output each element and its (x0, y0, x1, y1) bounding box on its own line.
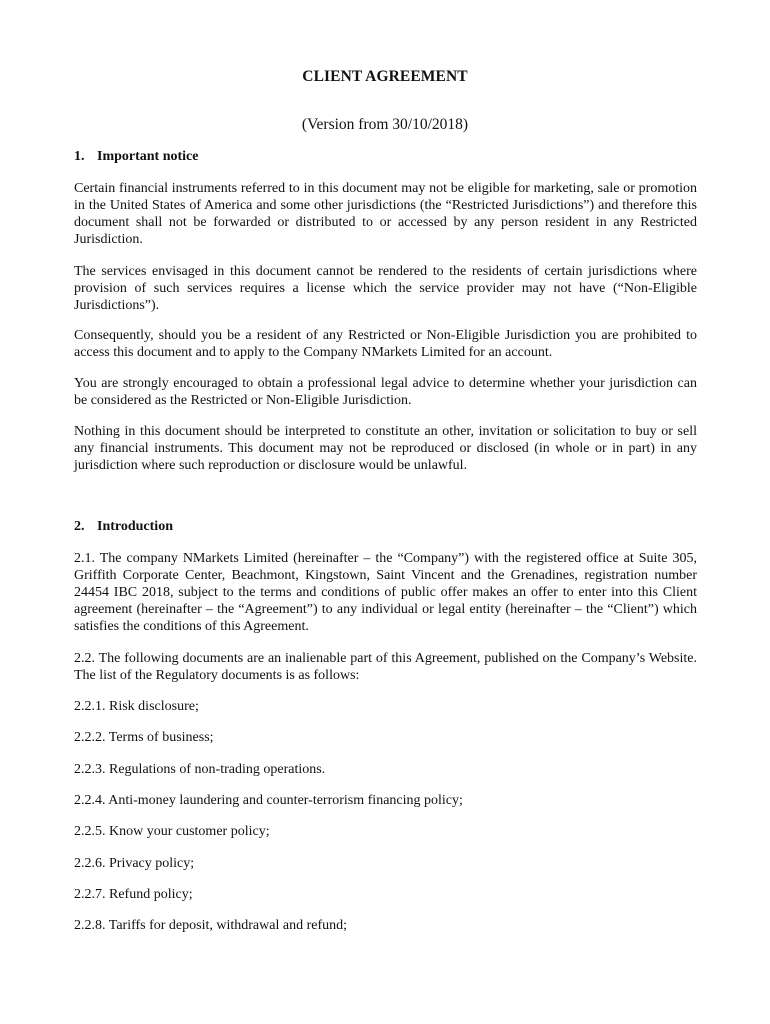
list-item: 2.2.5. Know your customer policy; (74, 824, 270, 839)
section-2-paragraph: 2.2. The following documents are an inalienable part of this Agreement, published on the Company’s Website. The list of the Regulatory documents is as follows: (74, 651, 697, 683)
section-1-paragraph: Consequently, should you be a resident of any Restricted or Non-Eligible Jurisdiction you are prohibited to access this document and to apply to the Company NMarkets Limited for an account. (74, 328, 697, 360)
list-item: 2.2.4. Anti-money laundering and counter-terrorism financing policy; (74, 793, 463, 808)
section-1-paragraph: Nothing in this document should be interpreted to constitute an other, invitation or solicitation to buy or sell any financial instruments. This document may not be reproduced or disclosed (in whole or in part) in any jurisdiction where such reproduction or disclosure would be unlawful. (74, 424, 697, 473)
document-title: CLIENT AGREEMENT (302, 68, 468, 85)
list-item: 2.2.7. Refund policy; (74, 887, 193, 902)
list-item: 2.2.1. Risk disclosure; (74, 699, 199, 714)
section-2-title: Introduction (97, 519, 173, 534)
section-2-heading (74, 519, 173, 535)
list-item: 2.2.6. Privacy policy; (74, 856, 195, 871)
list-item: 2.2.3. Regulations of non-trading operations. (74, 762, 326, 777)
section-1-paragraph: The services envisaged in this document cannot be rendered to the residents of certain jurisdictions where provision of such services requires a license which the service provider may not have (“Non-Eligible Jurisdictions”). (74, 264, 697, 313)
section-1-number: 1. (74, 149, 85, 164)
section-1-paragraph: You are strongly encouraged to obtain a professional legal advice to determine whether your jurisdiction can be considered as the Restricted or Non-Eligible Jurisdiction. (74, 376, 697, 408)
section-2-paragraph: 2.1. The company NMarkets Limited (hereinafter – the “Company”) with the registered office at Suite 305, Griffith Corporate Center, Beachmont, Kingstown, Saint Vincent and the Grenadines, registration number 24454 IBC 2018, subject to the terms and conditions of public offer makes an offer to enter into this Client agreement (hereinafter – the “Agreement”) to any individual or legal entity (hereinafter – the “Client”) which satisfies the conditions of this Agreement. (74, 551, 697, 634)
section-1-paragraph: Certain financial instruments referred to in this document may not be eligible for marketing, sale or promotion in the United States of America and some other jurisdictions (the “Restricted Jurisdictions”) and therefore this document shall not be forwarded or distributed to or accessed by any person resident in any Restricted Jurisdiction. (74, 181, 697, 247)
list-item: 2.2.2. Terms of business; (74, 730, 214, 745)
document-version: (Version from 30/10/2018) (301, 116, 469, 133)
section-2-number: 2. (74, 519, 85, 534)
list-item: 2.2.8. Tariffs for deposit, withdrawal and refund; (74, 918, 347, 933)
section-1-heading (74, 149, 199, 165)
section-1-title: Important notice (97, 149, 199, 164)
